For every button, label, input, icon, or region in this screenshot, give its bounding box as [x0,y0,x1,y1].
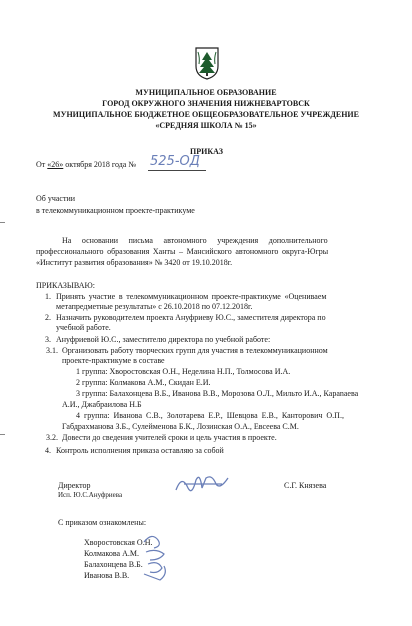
subject-line-2: в телекоммуникационном проекте-практикуме [36,206,195,215]
item-3-2-line-1: Довести до сведения учителей сроки и цель участия в проекте. [62,433,277,442]
item-1-line-2: метапредметные результаты» с 26.10.2018 по 07.12.2018г. [56,302,253,311]
item-3-1-line-2: проекте-практикуме в составе [62,356,165,365]
order-title: ПРИКАЗ [190,147,223,156]
acquainted-name-4: Иванова В.В. [84,571,130,580]
item-3-line-1: Ануфриевой Ю.С., заместителю директора по учебной работе: [56,335,271,344]
item-1-number: 1. [45,292,51,301]
item-3-2-number: 3.2. [46,433,58,442]
date-rest: октября 2018 года № [65,160,136,169]
order-number: 525-ОД [150,154,200,169]
director-signature [172,470,236,503]
signature-executor: Исп. Ю.С.Ануфриева [58,491,123,499]
item-2-number: 2. [45,313,51,322]
acquaintance-signatures [140,530,180,587]
group-1: 1 группа: Хворостовская О.Н., Неделина Н.П., Толмосова И.А. [76,367,291,376]
acquainted-name-1: Хворостовская О.Н. [84,538,153,547]
item-4-number: 4. [45,446,51,455]
coat-of-arms-emblem [194,46,220,85]
group-2: 2 группа: Колмакова А.М., Скидан Е.И. [76,378,211,387]
signature-name: С.Г. Князева [284,481,327,490]
margin-mark [0,434,5,435]
item-2-line-1: Назначить руководителем проекта Ануфриеву Ю.С., заместителя директора по [56,313,326,322]
basis-line-2: профессионального образования Ханты – Мансийского автономного округа-Югры [36,247,329,256]
acquainted-heading: С приказом ознакомлены: [58,518,147,527]
group-4-line-1: 4 группа: Иванова С.В., Золотарева Е.Р., Шевцова Е.В., Канторович О.П., [76,411,344,420]
margin-mark [0,222,5,223]
header-line-2: ГОРОД ОКРУЖНОГО ЗНАЧЕНИЯ НИЖНЕВАРТОВСК [102,99,310,108]
item-4-line-1: Контроль исполнения приказа оставляю за собой [56,446,224,455]
order-number-underline [148,170,206,171]
acquainted-name-2: Колмакова А.М. [84,549,139,558]
item-3-1-line-1: Организовать работу творческих групп для участия в телекоммуникационном [62,346,328,355]
orders-heading: ПРИКАЗЫВАЮ: [36,281,95,290]
header-line-4: «СРЕДНЯЯ ШКОЛА № 15» [155,121,257,130]
header-line-1: МУНИЦИПАЛЬНОЕ ОБРАЗОВАНИЕ [135,88,277,97]
basis-line-3: «Институт развития образования» № 3420 от 19.10.2018г. [36,258,233,267]
group-3-line-1: 3 группа: Балахонцева В.Б., Иванова В.В., Морозова О.Л., Мильто И.А., Караnaева [76,389,359,398]
group-3-line-2: А.И., Джабраилова Н.Б [62,400,142,409]
basis-line-1: На основании письма автономного учреждения дополнительного [62,236,328,245]
item-2-line-2: учебной работе. [56,323,111,332]
group-4-line-2: Габдрахманова З.Б., Сулейменова Б.К., Лозинская О.А., Евсеева С.М. [62,422,299,431]
header-line-3: МУНИЦИПАЛЬНОЕ БЮДЖЕТНОЕ ОБЩЕОБРАЗОВАТЕЛЬНОЕ УЧРЕЖДЕНИЕ [53,110,359,119]
date-day: «26» [47,160,64,169]
item-3-1-number: 3.1. [46,346,58,355]
subject-line-1: Об участии [36,194,76,203]
item-1-line-1: Принять участие в телекоммуникационном проекте-практикуме «Оцениваем [56,292,327,301]
order-date-line [36,160,136,170]
date-prefix: От [36,160,46,169]
signature-role: Директор [58,481,91,490]
item-3-number: 3. [45,335,51,344]
acquainted-name-3: Балахонцева В.Б. [84,560,143,569]
